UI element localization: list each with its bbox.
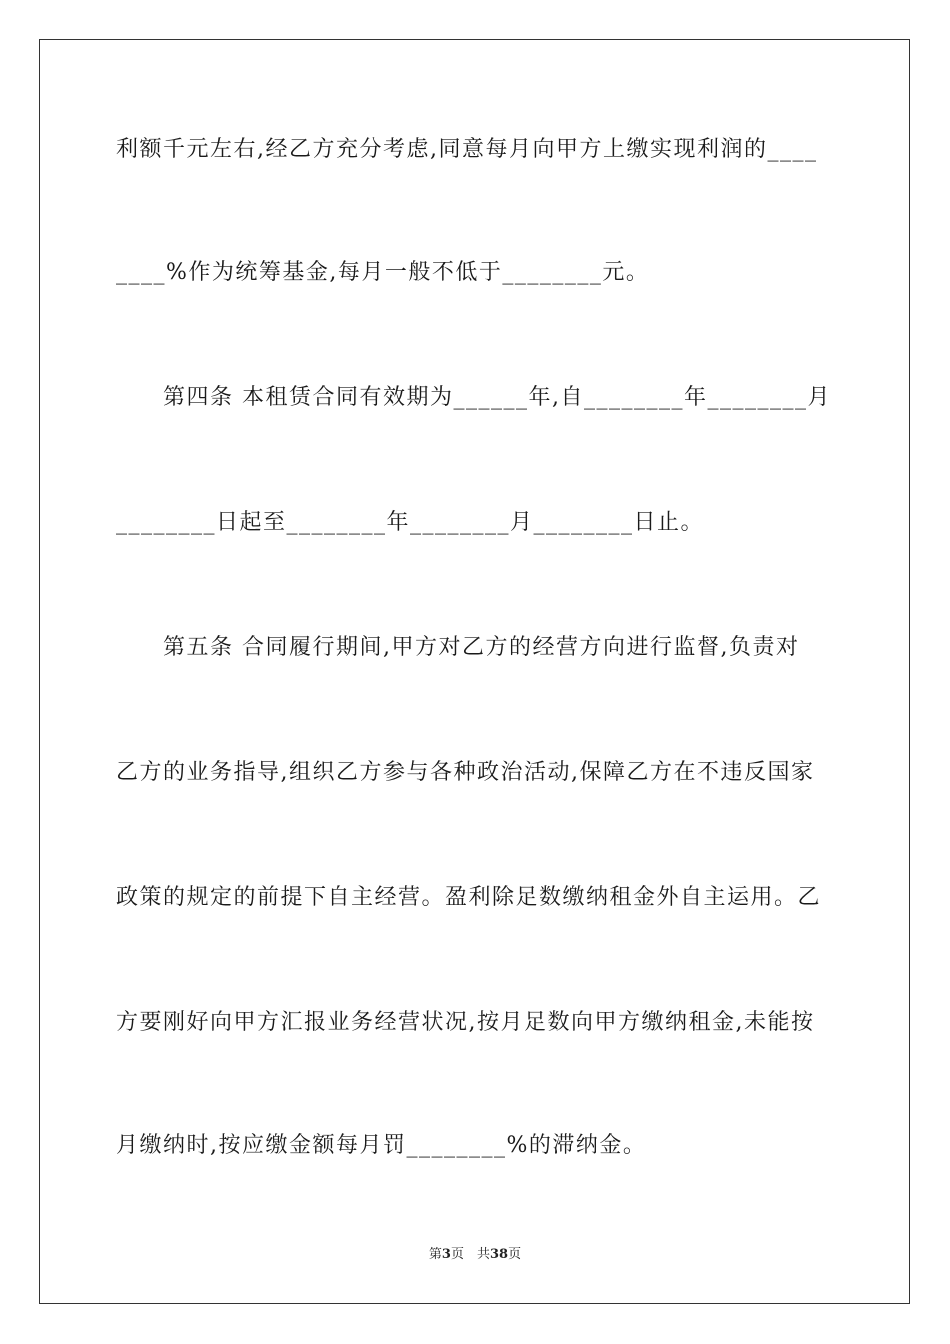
- text-line: 乙方的业务指导,组织乙方参与各种政治活动,保障乙方在不违反国家: [116, 760, 815, 785]
- page-suffix: 页: [508, 1247, 522, 1262]
- text-line: ________日起至________年________月________日止。: [116, 510, 705, 535]
- page-prefix: 第: [428, 1247, 442, 1262]
- text-line: 利额千元左右,经乙方充分考虑,同意每月向甲方上缴实现利润的____: [116, 137, 818, 162]
- page-current: 3: [441, 1247, 451, 1262]
- text-line: 月缴纳时,按应缴金额每月罚________%的滞纳金。: [116, 1133, 647, 1158]
- text-line: ____%作为统筹基金,每月一般不低于________元。: [116, 260, 650, 285]
- page-total: 38: [489, 1247, 509, 1262]
- text-line: 政策的规定的前提下自主经营。盈利除足数缴纳租金外自主运用。乙: [116, 885, 822, 910]
- article-five-line: 第五条 合同履行期间,甲方对乙方的经营方向进行监督,负责对: [116, 635, 800, 660]
- page-mid: 页 共: [450, 1247, 490, 1262]
- article-four-line: 第四条 本租赁合同有效期为______年,自________年________月: [116, 385, 831, 410]
- page-number-footer: [0, 1246, 950, 1264]
- page-border: [39, 39, 910, 1304]
- text-line: 方要刚好向甲方汇报业务经营状况,按月足数向甲方缴纳租金,未能按: [116, 1010, 815, 1035]
